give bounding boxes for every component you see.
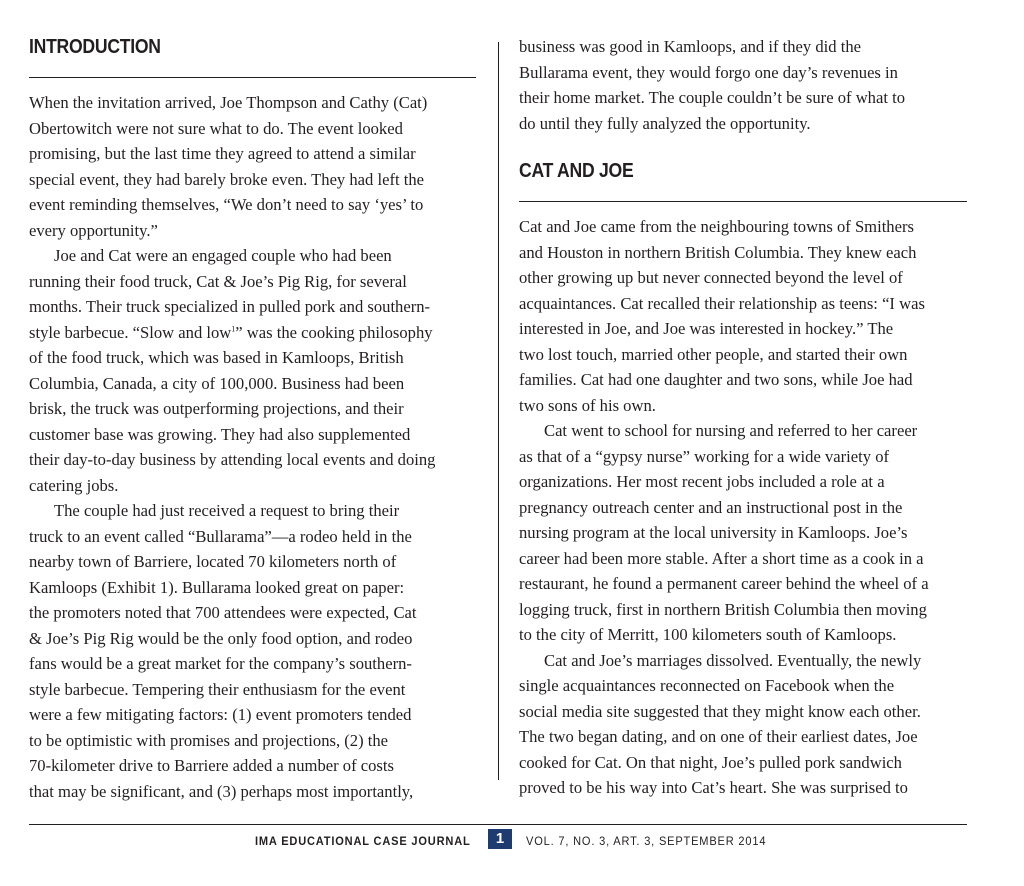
heading-rule bbox=[519, 201, 967, 202]
text-line: their home market. The couple couldn’t be sure of what to bbox=[519, 88, 905, 107]
text-line: When the invitation arrived, Joe Thompson and Cathy (Cat) bbox=[29, 93, 428, 112]
text-line: families. Cat had one daughter and two sons, while Joe had bbox=[519, 370, 913, 389]
cat-joe-paragraph-2 bbox=[519, 418, 967, 648]
footer-rule bbox=[29, 824, 967, 825]
text-line: proved to be his way into Cat’s heart. She was surprised to bbox=[519, 778, 908, 797]
cat-joe-paragraph-3 bbox=[519, 648, 967, 801]
text-line: social media site suggested that they might know each other. bbox=[519, 701, 921, 721]
text-line: catering jobs. bbox=[29, 475, 119, 495]
page-number-badge: 1 bbox=[488, 829, 512, 849]
text-line: Bullarama event, they would forgo one day’s revenues in bbox=[519, 62, 898, 82]
text-line: brisk, the truck was outperforming projections, and their bbox=[29, 399, 404, 418]
text-line: to the city of Merritt, 100 kilometers south of Kamloops. bbox=[519, 625, 897, 644]
intro-paragraph-3 bbox=[29, 498, 476, 804]
text-line: acquaintances. Cat recalled their relationship as teens: “I was bbox=[519, 293, 925, 313]
text-line: two sons of his own. bbox=[519, 395, 656, 415]
text-line: Joe and Cat were an engaged couple who had been bbox=[54, 246, 392, 265]
text-line: truck to an event called “Bullarama”—a rodeo held in the bbox=[29, 526, 412, 546]
text-line: restaurant, he found a permanent career behind the wheel of a bbox=[519, 574, 929, 593]
footnote-marker: 1 bbox=[231, 323, 236, 333]
text-line: the promoters noted that 700 attendees were expected, Cat bbox=[29, 603, 417, 622]
text-line: Cat and Joe came from the neighbouring towns of Smithers bbox=[519, 217, 914, 236]
left-column bbox=[29, 34, 476, 804]
text-line: promising, but the last time they agreed to attend a similar bbox=[29, 144, 416, 163]
text-line: customer base was growing. They had also supplemented bbox=[29, 424, 411, 444]
text-line: event reminding themselves, “We don’t need to say ‘yes’ to bbox=[29, 195, 424, 214]
text-line: business was good in Kamloops, and if they did the bbox=[519, 37, 861, 56]
text-line: that may be significant, and (3) perhaps most importantly, bbox=[29, 781, 414, 801]
intro-paragraph-2 bbox=[29, 243, 476, 498]
text-line: running their food truck, Cat & Joe’s Pig Rig, for several bbox=[29, 271, 407, 291]
column-divider bbox=[498, 42, 499, 780]
text-line: 70-kilometer drive to Barriere added a number of costs bbox=[29, 756, 394, 775]
text-line: and Houston in northern British Columbia. They knew each bbox=[519, 242, 917, 262]
text-line: nearby town of Barriere, located 70 kilometers north of bbox=[29, 552, 397, 571]
text-line: months. Their truck specialized in pulled pork and southern- bbox=[29, 297, 431, 316]
text-line: as that of a “gypsy nurse” working for a wide variety of bbox=[519, 446, 890, 466]
text-line: Kamloops (Exhibit 1). Bullarama looked great on paper: bbox=[29, 577, 405, 597]
right-column bbox=[519, 34, 967, 801]
text-line: pregnancy outreach center and an instructional post in the bbox=[519, 497, 903, 517]
text-line: The couple had just received a request to bring their bbox=[54, 501, 400, 520]
text-fragment: style barbecue. “Slow and low bbox=[29, 322, 232, 342]
journal-name: IMA EDUCATIONAL CASE JOURNAL bbox=[255, 834, 471, 848]
text-line: two lost touch, married other people, and started their own bbox=[519, 344, 908, 364]
intro-paragraph-1 bbox=[29, 90, 476, 243]
heading-rule bbox=[29, 77, 476, 78]
text-line: interested in Joe, and Joe was interested in hockey.” The bbox=[519, 319, 894, 338]
text-line: fans would be a great market for the company’s southern- bbox=[29, 654, 412, 673]
text-line: were a few mitigating factors: (1) event promoters tended bbox=[29, 705, 412, 724]
text-line: do until they fully analyzed the opportunity. bbox=[519, 113, 811, 133]
text-line: single acquaintances reconnected on Facebook when the bbox=[519, 676, 895, 695]
text-line: their day-to-day business by attending local events and doing bbox=[29, 450, 436, 469]
text-line: nursing program at the local university in Kamloops. Joe’s bbox=[519, 523, 908, 542]
text-line: of the food truck, which was based in Kamloops, British bbox=[29, 348, 404, 367]
intro-paragraph-3-continued bbox=[519, 34, 967, 136]
section-heading-introduction: INTRODUCTION bbox=[29, 36, 161, 58]
text-line: organizations. Her most recent jobs included a role at a bbox=[519, 472, 885, 491]
section-heading-cat-and-joe: CAT AND JOE bbox=[519, 160, 634, 182]
text-line: other growing up but never connected beyond the level of bbox=[519, 268, 903, 287]
text-line: cooked for Cat. On that night, Joe’s pulled pork sandwich bbox=[519, 752, 902, 772]
text-line: to be optimistic with promises and projections, (2) the bbox=[29, 730, 389, 750]
text-line: The two began dating, and on one of their earliest dates, Joe bbox=[519, 727, 918, 746]
text-line: Obertowitch were not sure what to do. The event looked bbox=[29, 118, 403, 138]
text-line: Cat and Joe’s marriages dissolved. Eventually, the newly bbox=[544, 650, 922, 670]
text-line: logging truck, first in northern British Columbia then moving bbox=[519, 599, 927, 619]
text-line: Cat went to school for nursing and referred to her career bbox=[544, 421, 918, 440]
text-line: & Joe’s Pig Rig would be the only food option, and rodeo bbox=[29, 628, 413, 648]
text-line: career had been more stable. After a short time as a cook in a bbox=[519, 548, 924, 568]
text-fragment: ” was the cooking philosophy bbox=[235, 322, 433, 342]
volume-info: VOL. 7, NO. 3, ART. 3, SEPTEMBER 2014 bbox=[526, 834, 767, 848]
text-line bbox=[29, 320, 476, 346]
text-line: special event, they had barely broke even. They had left the bbox=[29, 169, 425, 189]
text-line: Columbia, Canada, a city of 100,000. Business had been bbox=[29, 373, 405, 393]
cat-joe-paragraph-1 bbox=[519, 214, 967, 418]
page-footer bbox=[0, 829, 1024, 853]
text-line: every opportunity.” bbox=[29, 220, 158, 240]
text-line: style barbecue. Tempering their enthusiasm for the event bbox=[29, 679, 406, 699]
